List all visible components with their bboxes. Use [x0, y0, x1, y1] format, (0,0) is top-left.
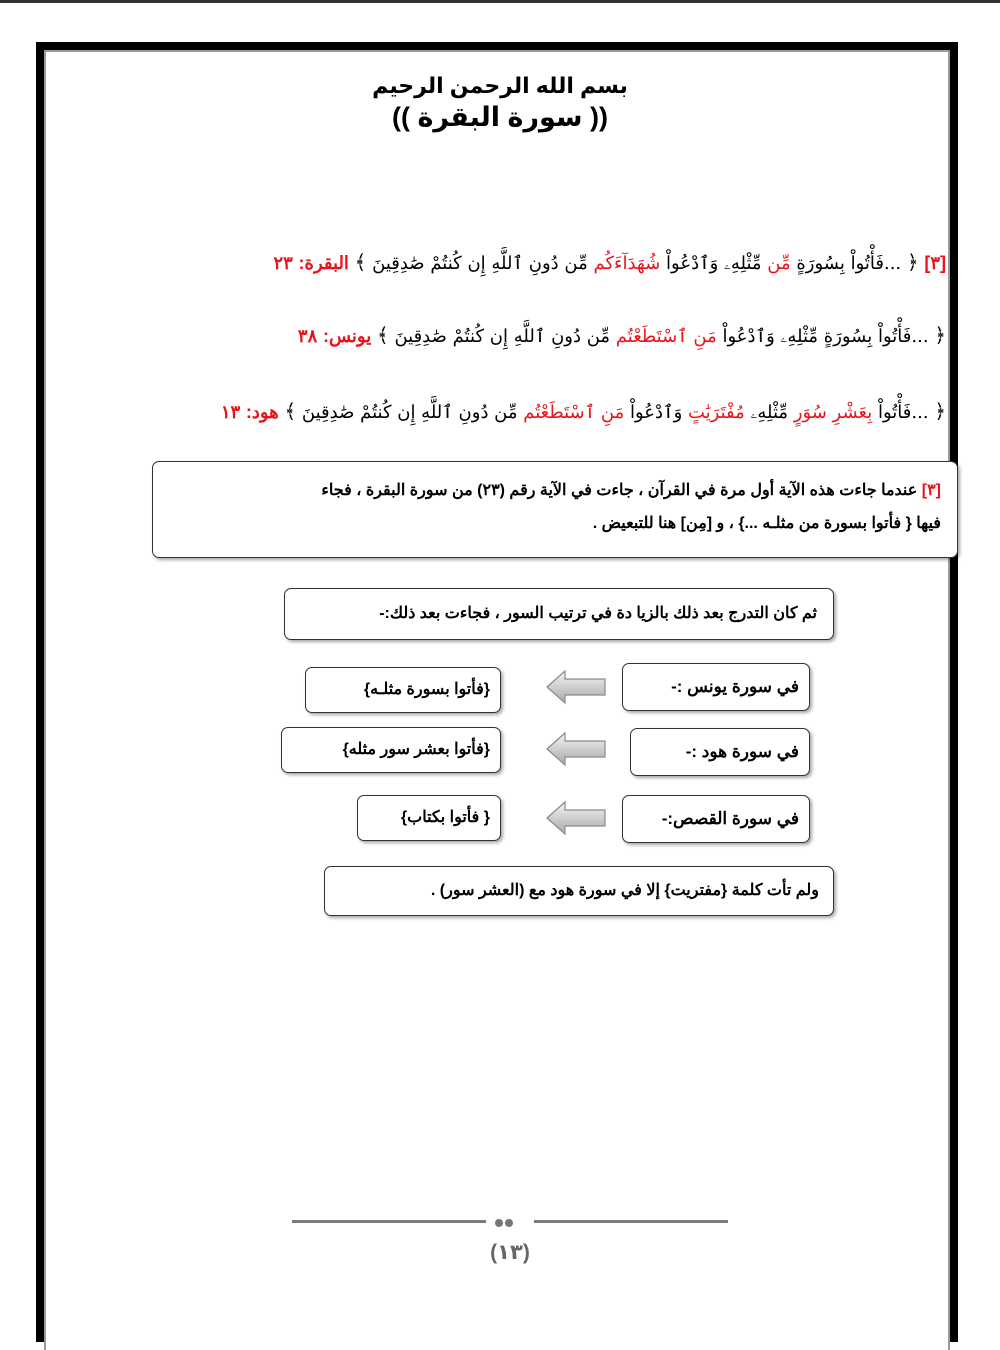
top-edge-bar — [0, 0, 1000, 3]
verse-hud-13 — [221, 391, 946, 431]
verse-reference-ayah: ٣٨ — [297, 326, 318, 346]
verse-text: وَٱدْعُواْ — [624, 402, 688, 423]
verse-baqarah-23 — [273, 242, 946, 282]
verse-close-ornament: ﴾ — [284, 399, 297, 423]
verse-highlight: مِّن — [767, 253, 791, 274]
verse-reference-ayah: ٢٣ — [273, 253, 293, 273]
verse-highlight: مُفْتَرَيَٰتٍ — [688, 402, 745, 423]
verse-close-ornament: ﴾ — [354, 250, 367, 274]
left-arrow-icon — [545, 800, 607, 836]
page-header — [200, 72, 800, 134]
verse-open-ornament: ﴿ — [906, 250, 919, 274]
comparison-label-yunus: في سورة يونس :- — [622, 663, 810, 711]
verse-text: ...فَأْتُواْ — [872, 402, 929, 423]
intro-box: ثم كان التدرج بعد ذلك بالزيا دة في ترتيب السور ، فجاءت بعد ذلك:- — [284, 588, 834, 640]
basmala: بسم الله الرحمن الرحيم — [372, 73, 628, 98]
verse-yunus-38 — [298, 315, 946, 355]
verse-close-ornament: ﴾ — [376, 323, 389, 347]
verse-reference-surah: البقرة: — [298, 253, 349, 273]
verse-open-ornament: ﴿ — [934, 323, 946, 347]
verse-open-ornament: ﴿ — [934, 399, 946, 423]
verse-text: مِّن دُونِ ٱللَّهِ إِن كُنتُمْ صَٰدِقِينَ — [301, 402, 524, 423]
footer-ornament-dots — [495, 1214, 519, 1226]
comparison-answer-yunus: {فأتوا بسورة مثلـه} — [305, 667, 501, 713]
verse-text: ...فَأْتُواْ بِسُورَةٍ — [790, 253, 902, 274]
verse-text: مِّن دُونِ ٱللَّهِ إِن كُنتُمْ صَٰدِقِينَ — [372, 253, 594, 274]
verse-text: مِّثْلِهِۦ وَٱدْعُواْ — [660, 253, 768, 274]
footer-divider-left — [292, 1220, 486, 1223]
comparison-label-hud: في سورة هود :- — [630, 728, 810, 776]
footnote-line-2: فيها { فأتوا بسورة من مثلـه ...} ، و [مِن] هنا للتبعيض . — [592, 515, 941, 532]
footnote-marker: [٣] — [921, 482, 941, 499]
verse-reference-ayah: ١٣ — [220, 402, 241, 422]
footer-divider-right — [534, 1220, 728, 1223]
verse-text: ...فَأْتُواْ بِسُورَةٍ مِّثْلِهِۦ وَٱدْعُواْ — [716, 326, 929, 347]
verse-text: مِّن دُونِ ٱللَّهِ إِن كُنتُمْ صَٰدِقِينَ — [394, 326, 616, 347]
left-arrow-icon — [545, 731, 607, 767]
footnote-box — [152, 461, 958, 558]
footnote-text: عندما جاءت هذه الآية أول مرة في القرآن ، جاءت في الآية رقم (٢٣) من سورة البقرة ، فجاء — [321, 482, 918, 499]
surah-title: (( سورة البقرة )) — [391, 102, 608, 132]
comparison-answer-qasas: { فأتوا بكتاب} — [357, 795, 501, 841]
verse-reference-surah: يونس: — [322, 326, 372, 346]
verse-reference-surah: هود: — [245, 402, 279, 422]
conclusion-box: ولم تأت كلمة {مفتريت} إلا في سورة هود مع (العشر سور) . — [324, 866, 834, 916]
footnote-marker: [٣] — [924, 253, 946, 273]
verse-highlight: مَنِ ٱسْتَطَعْتُم — [523, 402, 625, 423]
verse-highlight: مَنِ ٱسْتَطَعْتُم — [615, 326, 717, 347]
verse-highlight: بِعَشْرِ سُوَرٍ — [793, 402, 873, 423]
comparison-label-qasas: في سورة القصص:- — [622, 795, 810, 843]
page-number: (١٣) — [490, 1241, 530, 1264]
comparison-answer-hud: {فأتوا بعشر سور مثله} — [281, 727, 501, 773]
footnote-line-1 — [169, 474, 941, 507]
verse-text: مِّثْلِهِۦ — [744, 402, 794, 423]
verse-highlight: شُهَدَآءَكُم — [593, 253, 661, 274]
left-arrow-icon — [545, 669, 607, 705]
